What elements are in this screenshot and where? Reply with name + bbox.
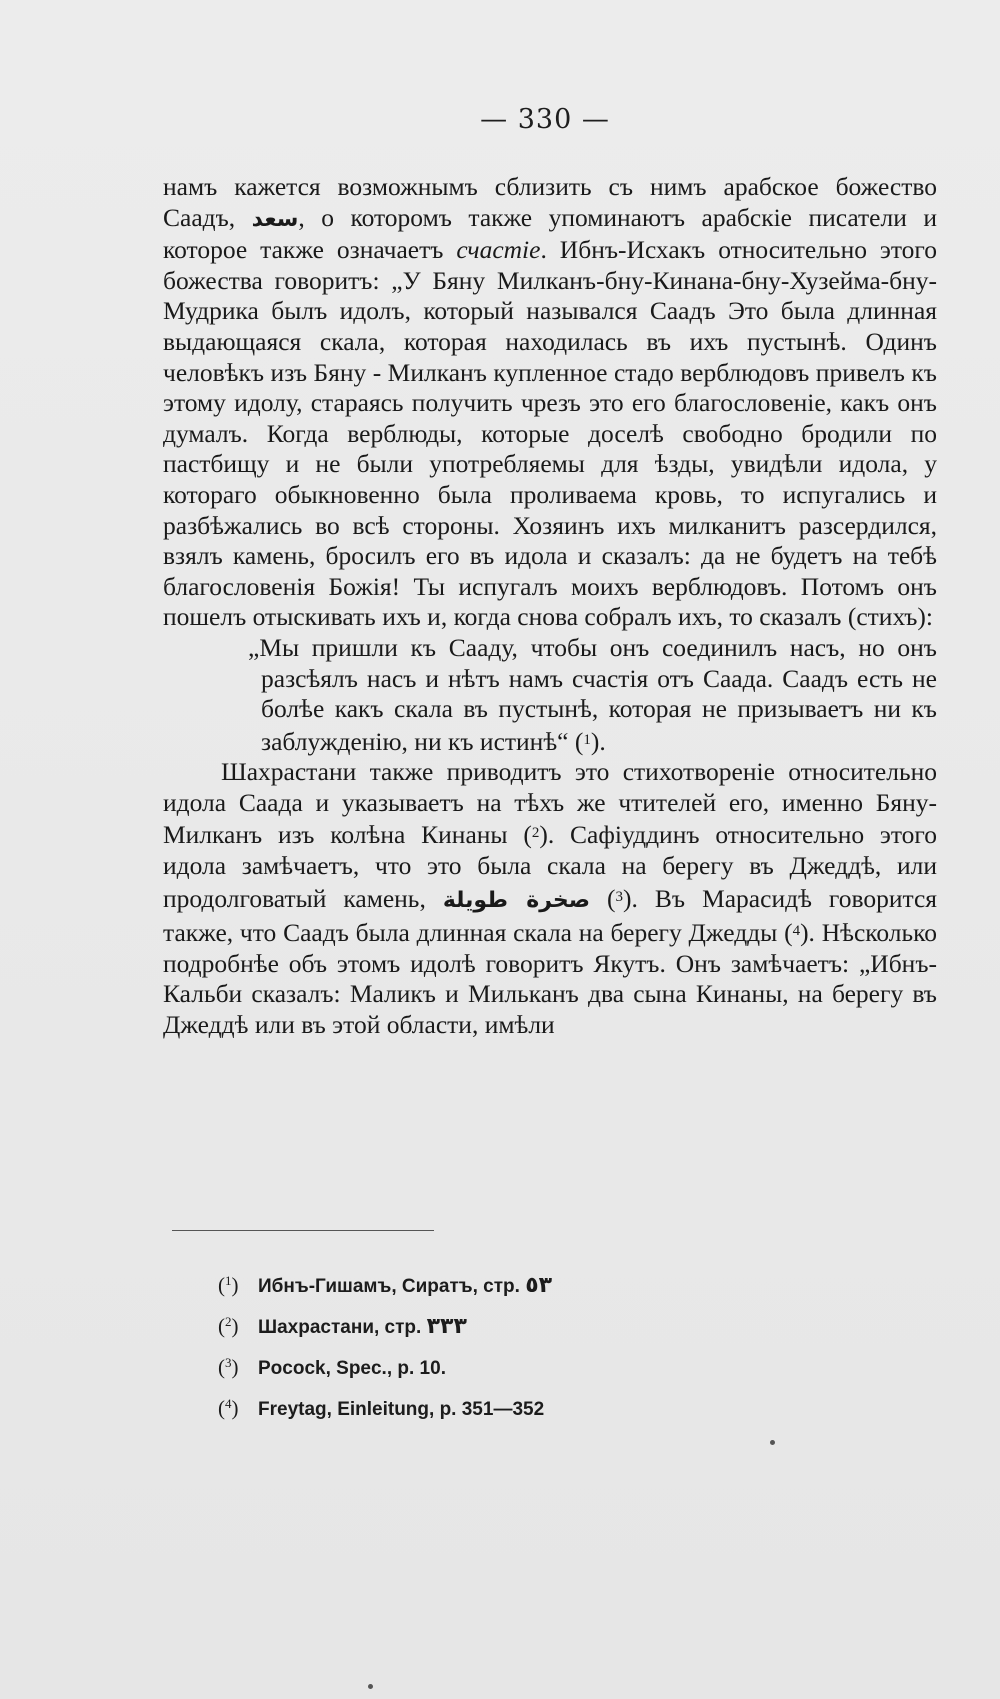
paragraph-3-part-e: ). Нѣсколько подробнѣе объ этомъ идолѣ говоритъ Якутъ. Онъ замѣчаетъ: „Ибнъ-Кальби сказалъ: Маликъ и Мильканъ два сына Кинаны, на берегу въ Джеддѣ или въ этой области, имѣли (163, 918, 937, 1040)
footnote-text: Freytag, Einleitung, p. 351—352 (258, 1399, 545, 1420)
main-text (163, 172, 937, 1041)
paragraph-3-part-b: ). Сафіуддинъ относительно этого идола замѣчаетъ, что это была скала на берегу въ Джеддѣ, или продолговатый камень, (163, 820, 937, 913)
paragraph-3-part-d: ). Въ Марасидѣ говорится также, что Саадъ была длинная скала на берегу Джедды ( (163, 883, 938, 948)
verse-quote (248, 632, 937, 757)
paragraph-3-part-a: Шахрастани также приводитъ это стихотвореніе относительно идола Саада и указываетъ на тѣхъ же чтителей его, именно Бяну-Милканъ изъ колѣна Кинаны ( (163, 757, 937, 850)
paper-speck (770, 1440, 775, 1445)
footnote-2 (218, 1301, 918, 1342)
footnote-ref-1[interactable]: 1 (583, 731, 591, 748)
arabic-word-saad: سعد (251, 206, 299, 232)
footnotes (218, 1260, 918, 1424)
paragraph-1-start: намъ кажется возможнымъ сблизить съ нимъ арабское божество Саадъ, (163, 172, 937, 232)
arabic-phrase-long-rock: صخرة طويلة (442, 887, 590, 913)
footnote-separator (172, 1230, 434, 1231)
footnote-text: Ибнъ-Гишамъ, Сиратъ, стр. (258, 1276, 526, 1297)
footnote-number: ($^3$) (218, 1355, 239, 1379)
verse-end: ). (590, 726, 606, 756)
footnote-3 (218, 1342, 918, 1383)
verse-text: „Мы пришли къ Сааду, чтобы онъ соединилъ насъ, но онъ разсѣялъ насъ и нѣтъ намъ счастія отъ Саада. Саадъ есть не болѣе какъ скала въ пустынѣ, которая не призываетъ ни къ заблужденію, ни къ истинѣ“ ( (248, 632, 937, 756)
footnote-text: Pocock, Spec., p. 10. (258, 1358, 446, 1379)
footnote-arabic: ٥٣ (525, 1273, 553, 1298)
paragraph-1-middle: , о которомъ также упоминаютъ арабскіе писатели и которое также означаетъ (163, 202, 937, 265)
paper-speck (368, 1684, 373, 1689)
footnote-ref-3[interactable]: 3 (615, 888, 623, 905)
paragraph-3-part-c: ( (590, 883, 616, 913)
paragraph-1-end: . Ибнъ-Исхакъ относительно этого божества говоритъ: „У Бяну Милканъ-бну-Кинана-бну-Хузейма-бну-Мудрика былъ идолъ, который назывался Саадъ Это была длинная выдающаяся скала, которая находилась въ ихъ пустынѣ. Одинъ человѣкъ изъ Бяну - Милканъ купленное стадо верблюдовъ привелъ къ этому идолу, стараясь получить чрезъ это его благословеніе, какъ онъ думалъ. Когда верблюды, которые доселѣ свободно бродили по пастбищу и не были употребляемы для ѣзды, увидѣли идола, у котораго обыкновенно была проливаема кровь, то испугались и разбѣжались во всѣ стороны. Хозяинъ ихъ милканитъ разсердился, взялъ камень, бросилъ его въ идола и сказалъ: да не будетъ на тебѣ благословенія Божія! Ты испугалъ моихъ верблюдовъ. Потомъ онъ пошелъ отыскивать ихъ и, когда снова собралъ ихъ, то сказалъ (стихъ): (163, 235, 938, 632)
paragraph-1 (163, 172, 937, 633)
italic-word-happiness: счастіе (456, 235, 541, 265)
footnote-4 (218, 1383, 918, 1424)
footnote-arabic: ٣٣٣ (426, 1314, 467, 1339)
page-number: — 330 — (480, 104, 610, 135)
footnote-ref-4[interactable]: 4 (792, 923, 801, 940)
footnote-number: ($^1$) (218, 1273, 239, 1297)
footnote-number: ($^2$) (218, 1314, 239, 1338)
footnote-number: ($^4$) (218, 1396, 239, 1420)
footnote-ref-2[interactable]: 2 (531, 825, 540, 842)
footnote-text: Шахрастани, стр. (258, 1317, 427, 1338)
footnote-1 (218, 1260, 918, 1301)
paragraph-3 (163, 757, 937, 1040)
